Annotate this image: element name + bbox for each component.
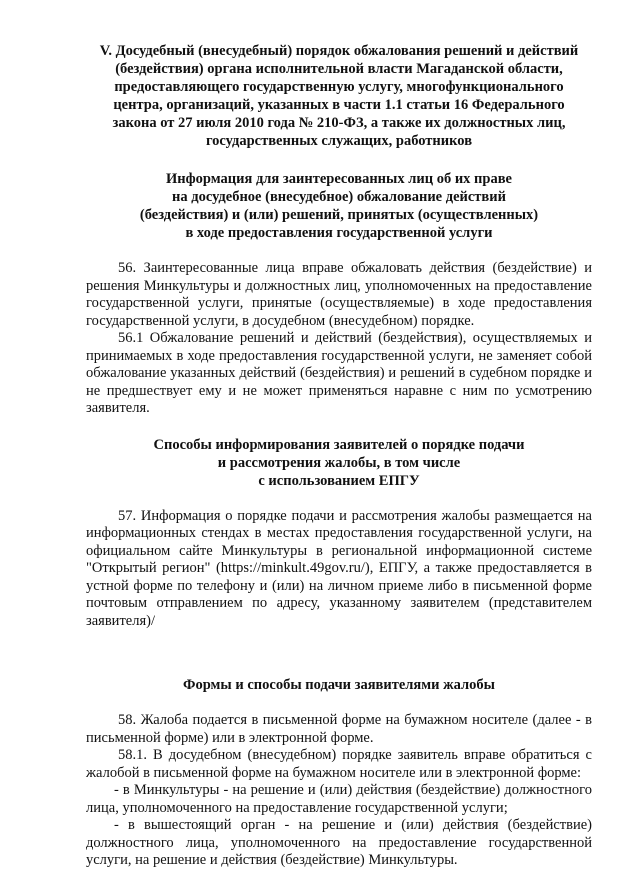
- section-title-line: центра, организаций, указанных в части 1.1 статьи 16 Федерального: [113, 97, 565, 113]
- section-title-line: V. Досудебный (внесудебный) порядок обжалования решений и действий: [99, 43, 579, 59]
- paragraph-58-1: 58.1. В досудебном (внесудебном) порядке заявитель вправе обратиться с жалобой в письменной форме на бумажном носителе или в электронной форме:: [86, 747, 592, 781]
- info-heading-line: Информация для заинтересованных лиц об их праве: [166, 171, 512, 187]
- info-heading-line: (бездействия) и (или) решений, принятых (осуществленных): [139, 207, 539, 223]
- paragraph-58-1-item: - в вышестоящий орган - на решение и (или) действия (бездействие) должностного лица, уполномоченного на предоставление государственной услуги, на решение и действия (бездействие) Минкультуры.: [86, 817, 592, 868]
- paragraph-56: 56. Заинтересованные лица вправе обжаловать действия (бездействие) и решения Минкультуры и должностных лиц, уполномоченных на предоставление государственной услуги, принятые (осуществляемые) в ходе предоставления государственной услуги, в досудебном (внесудебном) порядке.: [86, 260, 592, 329]
- info-heading: [86, 170, 592, 242]
- section-title-line: предоставляющего государственную услугу, многофункционального: [114, 79, 564, 95]
- forms-heading-line: Формы и способы подачи заявителями жалобы: [183, 677, 495, 693]
- ways-heading-line: с использованием ЕПГУ: [258, 472, 420, 489]
- section-title-line: (бездействия) органа исполнительной власти Магаданской области,: [115, 61, 563, 77]
- ways-heading-line: и рассмотрения жалобы, в том числе: [217, 454, 461, 471]
- info-heading-line: на досудебное (внесудебное) обжалование действий: [172, 189, 506, 205]
- forms-heading: [86, 676, 592, 694]
- ways-heading-line: Способы информирования заявителей о порядке подачи: [153, 436, 525, 453]
- document-page: [86, 42, 592, 870]
- paragraph-57: 57. Информация о порядке подачи и рассмотрения жалобы размещается на информационных стендах в местах предоставления государственной услуги, на официальном сайте Минкультуры в региональной информационной системе "Открытый регион" (https://minkult.49gov.ru/), ЕПГУ, а также предоставляется в устной форме по телефону и (или) на личном приеме либо в письменной форме почтовым отправлением по адресу, указанному заявителем (представителем заявителя)/: [86, 507, 592, 629]
- section-title-line: закона от 27 июля 2010 года № 210-ФЗ, а также их должностных лиц,: [112, 115, 566, 131]
- paragraph-56-1: 56.1 Обжалование решений и действий (бездействия), осуществляемых и принимаемых в ходе предоставления государственной услуги, не заменяет собой обжалование указанных действий (бездействия) и решений в судебном порядке и не предшествует ему и не может применяться наравне с ним по усмотрению заявителя.: [86, 330, 592, 416]
- section-title: [86, 42, 592, 150]
- ways-heading: [86, 436, 592, 490]
- paragraph-58: 58. Жалоба подается в письменной форме на бумажном носителе (далее - в письменной форме) или в электронной форме.: [86, 712, 592, 746]
- section-title-line: государственных служащих, работников: [205, 133, 473, 149]
- paragraph-58-1-item: - в Минкультуры - на решение и (или) действия (бездействие) должностного лица, уполномоченного на предоставление государственной услуги;: [86, 782, 592, 816]
- info-heading-line: в ходе предоставления государственной услуги: [185, 225, 493, 241]
